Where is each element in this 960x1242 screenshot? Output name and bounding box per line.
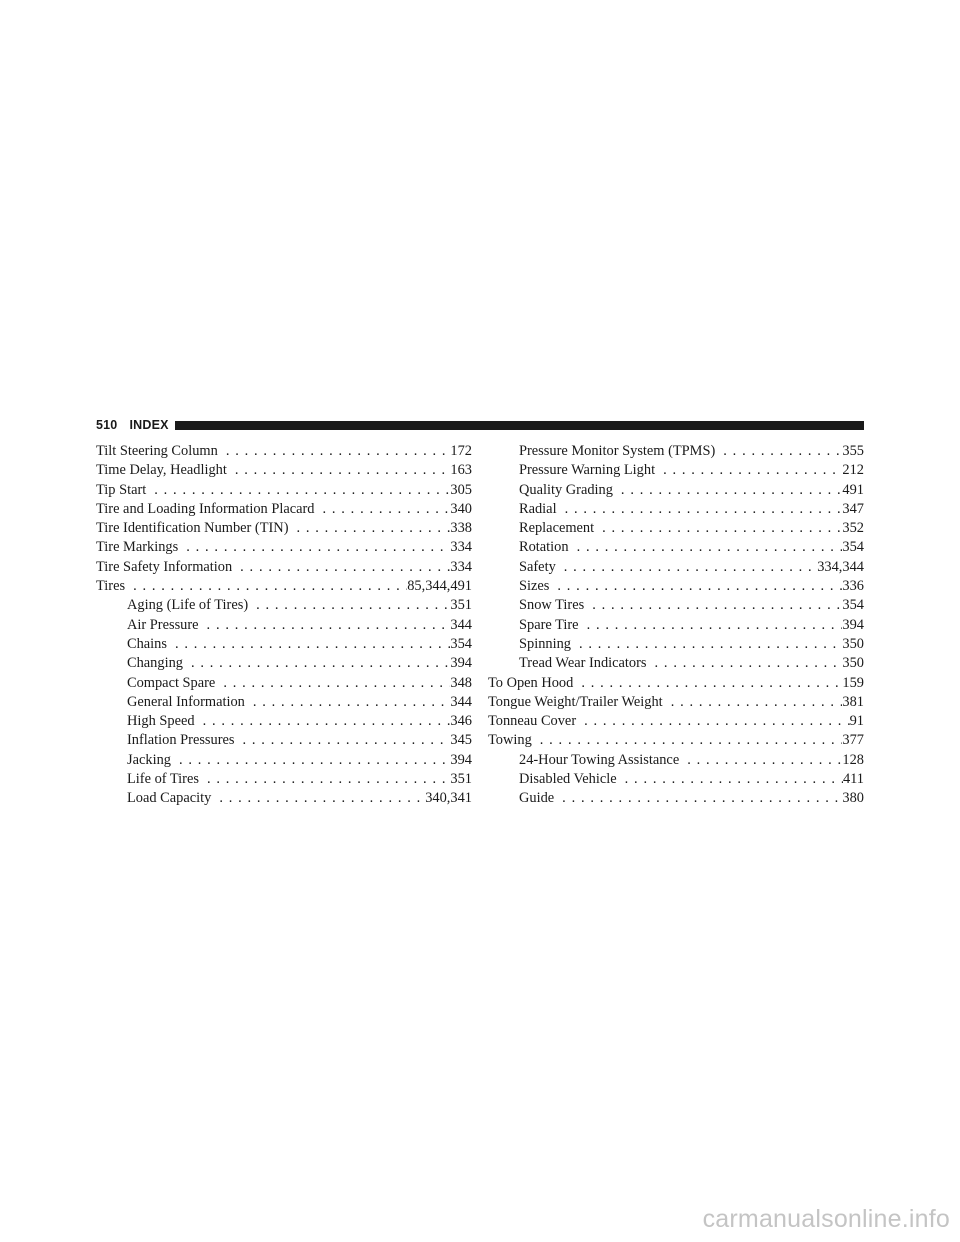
entry-term: Safety bbox=[519, 558, 556, 575]
dot-leader bbox=[571, 635, 842, 654]
index-subentry bbox=[96, 674, 472, 693]
entry-term: Compact Spare bbox=[127, 674, 216, 691]
entry-page-ref: 338 bbox=[450, 520, 472, 537]
entry-page-ref: 346 bbox=[450, 713, 472, 730]
entry-term: Inflation Pressures bbox=[127, 732, 235, 749]
dot-leader bbox=[199, 770, 450, 789]
entry-term: Tilt Steering Column bbox=[96, 443, 218, 459]
entry-term: To Open Hood bbox=[488, 674, 574, 691]
dot-leader bbox=[218, 442, 451, 461]
dot-leader bbox=[647, 654, 843, 673]
entry-term: Time Delay, Headlight bbox=[96, 462, 227, 479]
entry-term: Jacking bbox=[127, 751, 171, 768]
entry-page-ref: 411 bbox=[842, 771, 864, 788]
entry-term: Spare Tire bbox=[519, 616, 579, 633]
dot-leader bbox=[125, 577, 407, 596]
dot-leader bbox=[554, 789, 842, 808]
index-subentry bbox=[488, 596, 864, 615]
index-subentry bbox=[488, 616, 864, 635]
entry-page-ref: 394 bbox=[842, 616, 864, 633]
entry-page-ref: 334 bbox=[450, 539, 472, 556]
entry-term: Tire Safety Information bbox=[96, 558, 233, 575]
index-subentry bbox=[488, 481, 864, 500]
index-subentry bbox=[96, 693, 472, 712]
entry-page-ref: 172 bbox=[450, 443, 472, 459]
entry-term: Tip Start bbox=[96, 481, 147, 498]
index-entry bbox=[488, 731, 864, 750]
index-entry bbox=[96, 558, 472, 577]
entry-page-ref: 340,341 bbox=[425, 790, 472, 807]
entry-page-ref: 344 bbox=[450, 616, 472, 633]
entry-page-ref: 334,344 bbox=[817, 558, 864, 575]
entry-term: Sizes bbox=[519, 578, 550, 595]
dot-leader bbox=[146, 481, 450, 500]
entry-term: Replacement bbox=[519, 520, 595, 537]
dot-leader bbox=[663, 693, 843, 712]
entry-term: Towing bbox=[488, 732, 532, 749]
entry-page-ref: 380 bbox=[842, 790, 864, 807]
entry-page-ref: 394 bbox=[450, 751, 472, 768]
dot-leader bbox=[532, 731, 843, 750]
entry-page-ref: 350 bbox=[842, 655, 864, 672]
dot-leader bbox=[679, 751, 842, 770]
index-subentry bbox=[488, 538, 864, 557]
index-subentry bbox=[488, 442, 864, 461]
entry-page-ref: 334 bbox=[450, 558, 472, 575]
entry-term: Pressure Warning Light bbox=[519, 462, 656, 479]
index-subentry bbox=[488, 558, 864, 577]
entry-term: Load Capacity bbox=[127, 790, 212, 807]
dot-leader bbox=[232, 558, 450, 577]
dot-leader bbox=[314, 500, 450, 519]
entry-page-ref: 344 bbox=[450, 693, 472, 710]
index-subentry bbox=[488, 577, 864, 596]
entry-term: Chains bbox=[127, 635, 167, 652]
entry-term: Tire Identification Number (TIN) bbox=[96, 520, 289, 537]
index-subentry bbox=[96, 635, 472, 654]
index-column-left bbox=[96, 442, 472, 809]
entry-page-ref: 377 bbox=[842, 732, 864, 749]
entry-term: Radial bbox=[519, 500, 557, 517]
entry-page-ref: 347 bbox=[842, 500, 864, 517]
entry-term: Air Pressure bbox=[127, 616, 199, 633]
entry-page-ref: 351 bbox=[450, 597, 472, 614]
entry-page-ref: 351 bbox=[450, 771, 472, 788]
entry-page-ref: 85,344,491 bbox=[407, 578, 472, 595]
entry-term: Disabled Vehicle bbox=[519, 771, 617, 788]
entry-term: Guide bbox=[519, 790, 555, 807]
index-entry bbox=[96, 442, 472, 461]
index-subentry bbox=[488, 654, 864, 673]
dot-leader bbox=[549, 577, 842, 596]
entry-page-ref: 355 bbox=[842, 443, 864, 459]
index-subentry bbox=[488, 751, 864, 770]
dot-leader bbox=[215, 674, 450, 693]
page-header bbox=[96, 416, 864, 434]
dot-leader bbox=[171, 751, 450, 770]
entry-page-ref: 354 bbox=[842, 597, 864, 614]
dot-leader bbox=[584, 596, 842, 615]
index-subentry bbox=[96, 654, 472, 673]
entry-page-ref: 491 bbox=[842, 481, 864, 498]
section-title: INDEX bbox=[129, 418, 169, 432]
index-entry bbox=[488, 712, 864, 731]
index-subentry bbox=[488, 635, 864, 654]
index-column-right bbox=[488, 442, 864, 809]
entry-page-ref: 345 bbox=[450, 732, 472, 749]
index-subentry bbox=[488, 770, 864, 789]
dot-leader bbox=[211, 789, 425, 808]
index-subentry bbox=[488, 519, 864, 538]
entry-term: Tire Markings bbox=[96, 539, 179, 556]
entry-term: Tires bbox=[96, 578, 126, 595]
dot-leader bbox=[248, 596, 450, 615]
entry-term: Pressure Monitor System (TPMS) bbox=[519, 443, 716, 459]
entry-page-ref: 352 bbox=[842, 520, 864, 537]
index-subentry bbox=[96, 616, 472, 635]
entry-page-ref: 340 bbox=[450, 500, 472, 517]
index-subentry bbox=[96, 770, 472, 789]
entry-page-ref: 354 bbox=[450, 635, 472, 652]
dot-leader bbox=[569, 538, 843, 557]
dot-leader bbox=[167, 635, 450, 654]
dot-leader bbox=[556, 558, 817, 577]
entry-term: Changing bbox=[127, 655, 183, 672]
entry-term: Snow Tires bbox=[519, 597, 585, 614]
dot-leader bbox=[178, 538, 450, 557]
watermark: carmanualsonline.info bbox=[702, 1205, 950, 1233]
dot-leader bbox=[289, 519, 451, 538]
entry-term: General Information bbox=[127, 693, 245, 710]
index-subentry bbox=[96, 789, 472, 808]
entry-page-ref: 163 bbox=[450, 462, 472, 479]
dot-leader bbox=[576, 712, 850, 731]
entry-page-ref: 394 bbox=[450, 655, 472, 672]
index-subentry bbox=[96, 712, 472, 731]
entry-term: Tongue Weight/Trailer Weight bbox=[488, 693, 663, 710]
dot-leader bbox=[557, 500, 843, 519]
dot-leader bbox=[655, 461, 842, 480]
entry-term: Life of Tires bbox=[127, 771, 199, 788]
dot-leader bbox=[235, 731, 451, 750]
dot-leader bbox=[245, 693, 451, 712]
dot-leader bbox=[573, 674, 842, 693]
index-entry bbox=[488, 674, 864, 693]
index-subentry bbox=[96, 596, 472, 615]
entry-term: Spinning bbox=[519, 635, 571, 652]
entry-term: Aging (Life of Tires) bbox=[127, 597, 249, 614]
entry-page-ref: 212 bbox=[842, 462, 864, 479]
dot-leader bbox=[579, 616, 843, 635]
dot-leader bbox=[199, 616, 451, 635]
dot-leader bbox=[613, 481, 842, 500]
dot-leader bbox=[594, 519, 842, 538]
index-entry bbox=[96, 577, 472, 596]
entry-term: Rotation bbox=[519, 539, 569, 556]
index-subentry bbox=[96, 751, 472, 770]
page-number: 510 bbox=[96, 418, 118, 432]
index-entry bbox=[96, 481, 472, 500]
index-subentry bbox=[488, 500, 864, 519]
entry-term: Tonneau Cover bbox=[488, 713, 577, 730]
entry-term: High Speed bbox=[127, 713, 195, 730]
index-entry bbox=[96, 519, 472, 538]
entry-page-ref: 348 bbox=[450, 674, 472, 691]
index-entry bbox=[96, 500, 472, 519]
index-entry bbox=[488, 693, 864, 712]
entry-page-ref: 354 bbox=[842, 539, 864, 556]
entry-term: Tread Wear Indicators bbox=[519, 655, 647, 672]
index-subentry bbox=[488, 461, 864, 480]
entry-page-ref: 305 bbox=[450, 481, 472, 498]
entry-page-ref: 91 bbox=[849, 713, 864, 730]
entry-page-ref: 381 bbox=[842, 693, 864, 710]
entry-term: Quality Grading bbox=[519, 481, 613, 498]
index-subentry bbox=[96, 731, 472, 750]
index-entry bbox=[96, 461, 472, 480]
dot-leader bbox=[227, 461, 451, 480]
entry-page-ref: 128 bbox=[842, 751, 864, 768]
entry-term: Tire and Loading Information Placard bbox=[96, 500, 315, 517]
header-rule bbox=[175, 421, 864, 430]
dot-leader bbox=[617, 770, 843, 789]
index-entry bbox=[96, 538, 472, 557]
entry-term: 24-Hour Towing Assistance bbox=[519, 751, 680, 768]
entry-page-ref: 159 bbox=[842, 674, 864, 691]
dot-leader bbox=[715, 442, 842, 461]
entry-page-ref: 350 bbox=[842, 635, 864, 652]
index-subentry bbox=[488, 789, 864, 808]
entry-page-ref: 336 bbox=[842, 578, 864, 595]
dot-leader bbox=[183, 654, 450, 673]
dot-leader bbox=[195, 712, 451, 731]
